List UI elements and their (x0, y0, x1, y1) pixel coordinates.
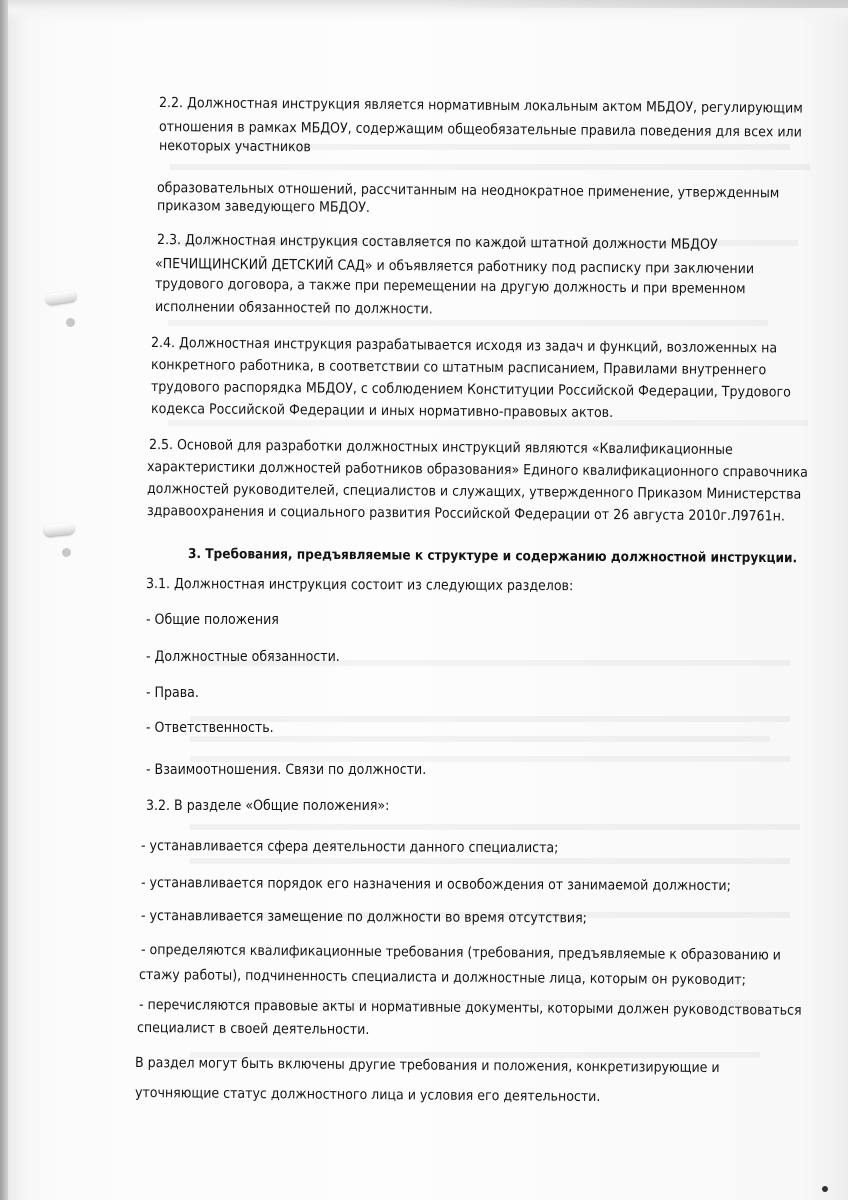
paragraph-2-3-line: 2.3. Должностная инструкция составляется по каждой штатной должности МБДОУ (156, 232, 718, 253)
paragraph-3-1: 3.1. Должностная инструкция состоит из следующих разделов: (145, 576, 574, 595)
paragraph-2-5-line: 2.5. Основой для разработки должностных инструкций являются «Квалификационные (148, 437, 733, 459)
general-provisions-item: - определяются квалификационные требования (требования, предъявляемые к образованию и (140, 942, 781, 964)
paragraph-2-2-line: приказом заведующего МБДОУ. (156, 198, 371, 216)
scan-top-shadow (0, 0, 848, 22)
general-provisions-item: специалист в своей деятельности. (136, 1020, 370, 1039)
scan-left-edge (0, 0, 8, 1200)
sections-list-item: - Ответственность. (146, 720, 274, 736)
general-provisions-item: - перечисляются правовые акты и нормативные документы, которыми должен руководствоваться (138, 997, 802, 1019)
general-provisions-item: - устанавливается порядок его назначения и освобождения от занимаемой должности; (140, 875, 731, 895)
paragraph-2-2-line: отношения в рамках МБДОУ, содержащим общеобязательные правила поведения для всех или (158, 119, 802, 141)
paragraph-2-4-line: кодекса Российской Федерации и иных нормативно-правовых актов. (150, 401, 614, 422)
paragraph-2-4-line: 2.4. Должностная инструкция разрабатывается исходя из задач и функций, возложенных на (150, 335, 778, 357)
general-provisions-item: - устанавливается замещение по должности во время отсутствия; (140, 908, 587, 927)
paragraph-2-3-line: трудового договора, а также при перемещении на другую должность и при временном (154, 276, 746, 298)
paragraph-2-5-line: должностей руководителей, специалистов и служащих, утвержденного Приказом Министерства (146, 481, 802, 503)
binding-hole (62, 548, 71, 557)
binding-staple (45, 290, 76, 306)
sections-list-item: - Общие положения (146, 612, 279, 628)
binding-hole (66, 318, 75, 327)
paragraph-2-4-line: конкретного работника, в соответствии со штатным расписанием, Правилами внутреннего (150, 357, 767, 379)
paragraph-2-5-line: здравоохранения и социального развития Российской Федерации от 26 августа 2010г.Л9761н. (146, 503, 785, 525)
sections-list-item: - Взаимоотношения. Связи по должности. (146, 762, 427, 778)
sections-list-item: - Права. (146, 685, 199, 701)
scan-corner-speck (822, 1186, 828, 1192)
binding-staple (44, 522, 75, 536)
paragraph-2-3-line: исполнении обязанностей по должности. (154, 299, 433, 318)
section-3-heading: 3. Требования, предъявляемые к структуре и содержанию должностной инструкции. (187, 546, 798, 567)
paragraph-3-2: 3.2. В разделе «Общие положения»: (146, 798, 390, 814)
closing-paragraph-line: В раздел могут быть включены другие требования и положения, конкретизирующие и (134, 1055, 720, 1077)
closing-paragraph-line: уточняющие статус должностного лица и условия его деятельности. (134, 1085, 601, 1106)
sections-list-item: - Должностные обязанности. (146, 649, 340, 665)
general-provisions-item: - устанавливается сфера деятельности данного специалиста; (140, 838, 559, 857)
general-provisions-item: стажу работы), подчиненность специалиста и должностные лица, которым он руководит; (138, 967, 746, 989)
paragraph-2-2-line: некоторых участников (158, 138, 311, 156)
paragraph-2-2-line: образовательных отношений, рассчитанным на неоднократное применение, утвержденным (156, 180, 780, 202)
paragraph-2-4-line: трудового распорядка МБДОУ, с соблюдением Конституции Российской Федерации, Трудового (150, 379, 791, 401)
paragraph-2-3-line: «ПЕЧИЩИНСКИЙ ДЕТСКИЙ САД» и объявляется работнику под расписку при заключении (154, 256, 755, 278)
paragraph-2-2-line: 2.2. Должностная инструкция является нормативным локальным актом МБДОУ, регулирующим (158, 95, 803, 117)
paragraph-2-5-line: характеристики должностей работников образования» Единого квалификационного справочника (146, 459, 808, 481)
